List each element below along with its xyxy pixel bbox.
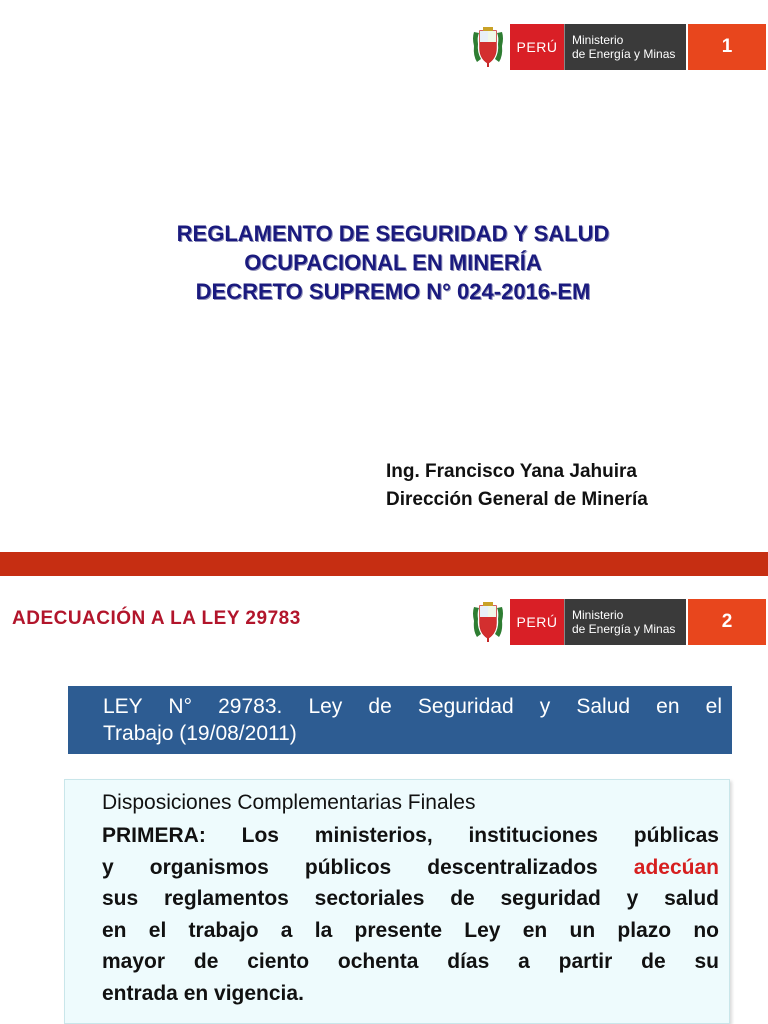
para-line-6: entrada en vigencia. bbox=[102, 981, 304, 1005]
ministry-label bbox=[564, 599, 686, 645]
provision-paragraph bbox=[102, 820, 719, 1009]
section-title: Disposiciones Complementarias Finales bbox=[102, 791, 476, 814]
author-block bbox=[386, 458, 648, 514]
highlight-word: adecúan bbox=[633, 855, 719, 879]
para-line-4: en el trabajo a la presente Ley en un plazo no bbox=[102, 918, 719, 942]
slide-heading: ADECUACIÓN A LA LEY 29783 bbox=[12, 608, 301, 629]
para-line-1: PRIMERA: Los ministerios, instituciones públicas bbox=[102, 824, 719, 847]
ministry-label bbox=[564, 24, 686, 70]
ministry-line-1: Ministerio bbox=[572, 33, 624, 47]
title-line-1: REGLAMENTO DE SEGURIDAD Y SALUD bbox=[176, 221, 610, 246]
coat-of-arms-icon bbox=[470, 599, 506, 645]
ministry-line-2: de Energía y Minas bbox=[572, 622, 676, 636]
peru-label: PERÚ bbox=[510, 599, 564, 645]
law-line-2: Trabajo (19/08/2011) bbox=[103, 722, 297, 745]
title-line-2: OCUPACIONAL EN MINERÍA bbox=[244, 250, 542, 275]
slide-number: 2 bbox=[688, 599, 766, 645]
ministry-logo bbox=[470, 599, 766, 645]
provision-box bbox=[64, 779, 730, 1024]
coat-of-arms-icon bbox=[470, 24, 506, 70]
para-line-2 bbox=[102, 852, 719, 884]
author-name: Ing. Francisco Yana Jahuira bbox=[386, 461, 637, 482]
author-department: Dirección General de Minería bbox=[386, 489, 648, 510]
slide-2 bbox=[0, 576, 768, 1024]
slide-divider bbox=[0, 552, 768, 576]
ministry-line-1: Ministerio bbox=[572, 608, 624, 622]
law-line-1: LEY N° 29783. Ley de Seguridad y Salud en el bbox=[103, 695, 722, 718]
para-line-3: sus reglamentos sectoriales de seguridad y salud bbox=[102, 887, 719, 910]
title-line-3: DECRETO SUPREMO N° 024-2016-EM bbox=[195, 279, 591, 304]
peru-label: PERÚ bbox=[510, 24, 564, 70]
slide-number: 1 bbox=[688, 24, 766, 70]
law-box bbox=[68, 686, 732, 754]
ministry-logo bbox=[470, 24, 766, 70]
para-line-2-text: y organismos públicos descentralizados bbox=[102, 855, 634, 879]
slide-title bbox=[0, 219, 768, 306]
para-line-5: mayor de ciento ochenta días a partir de su bbox=[102, 950, 719, 973]
ministry-line-2: de Energía y Minas bbox=[572, 47, 676, 61]
